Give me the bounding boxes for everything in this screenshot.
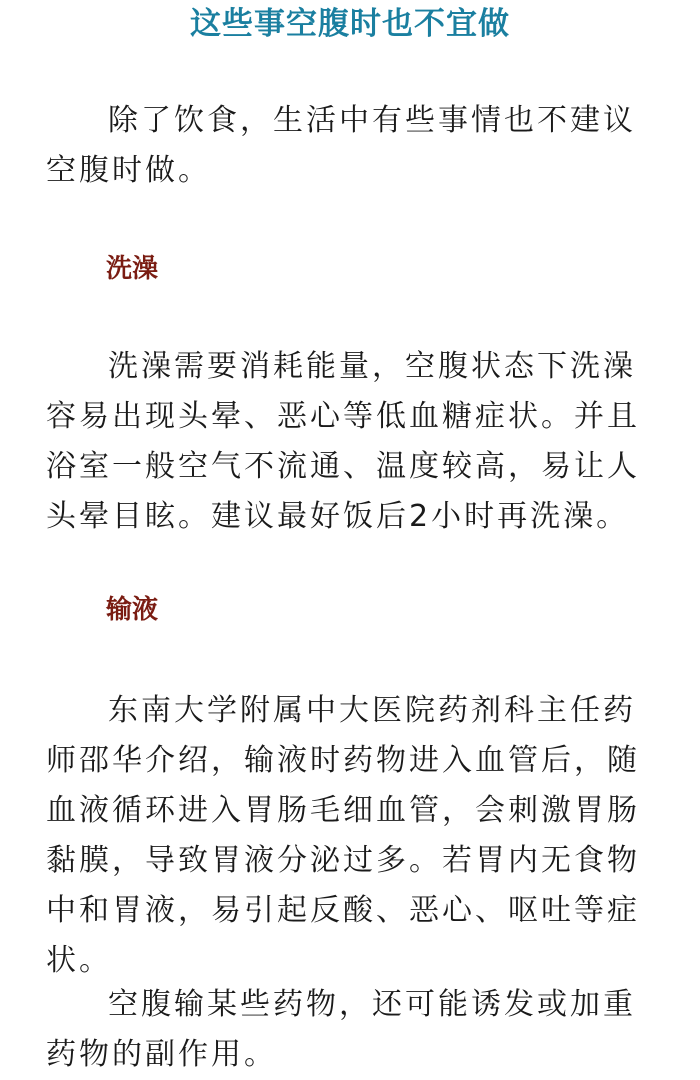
section-heading-bathing: 洗澡 (106, 254, 159, 284)
section-heading-infusion: 输液 (106, 595, 159, 625)
section-paragraph-bathing: 洗澡需要消耗能量，空腹状态下洗澡容易出现头晕、恶心等低血糖症状。并且浴室一般空气不流通、温度较高，易让人头晕目眩。建议最好饭后2小时再洗澡。 (46, 349, 640, 534)
intro-paragraph: 除了饮食，生活中有些事情也不建议空腹时做。 (46, 103, 636, 188)
section-paragraph-infusion-side-effects: 空腹输某些药物，还可能诱发或加重药物的副作用。 (46, 987, 636, 1072)
article-title: 这些事空腹时也不宜做 (190, 6, 510, 42)
section-paragraph-infusion: 东南大学附属中大医院药剂科主任药师邵华介绍，输液时药物进入血管后，随血液循环进入胃肠毛细血管，会刺激胃肠黏膜，导致胃液分泌过多。若胃内无食物中和胃液，易引起反酸、恶心、呕吐等症状。 (46, 693, 640, 978)
